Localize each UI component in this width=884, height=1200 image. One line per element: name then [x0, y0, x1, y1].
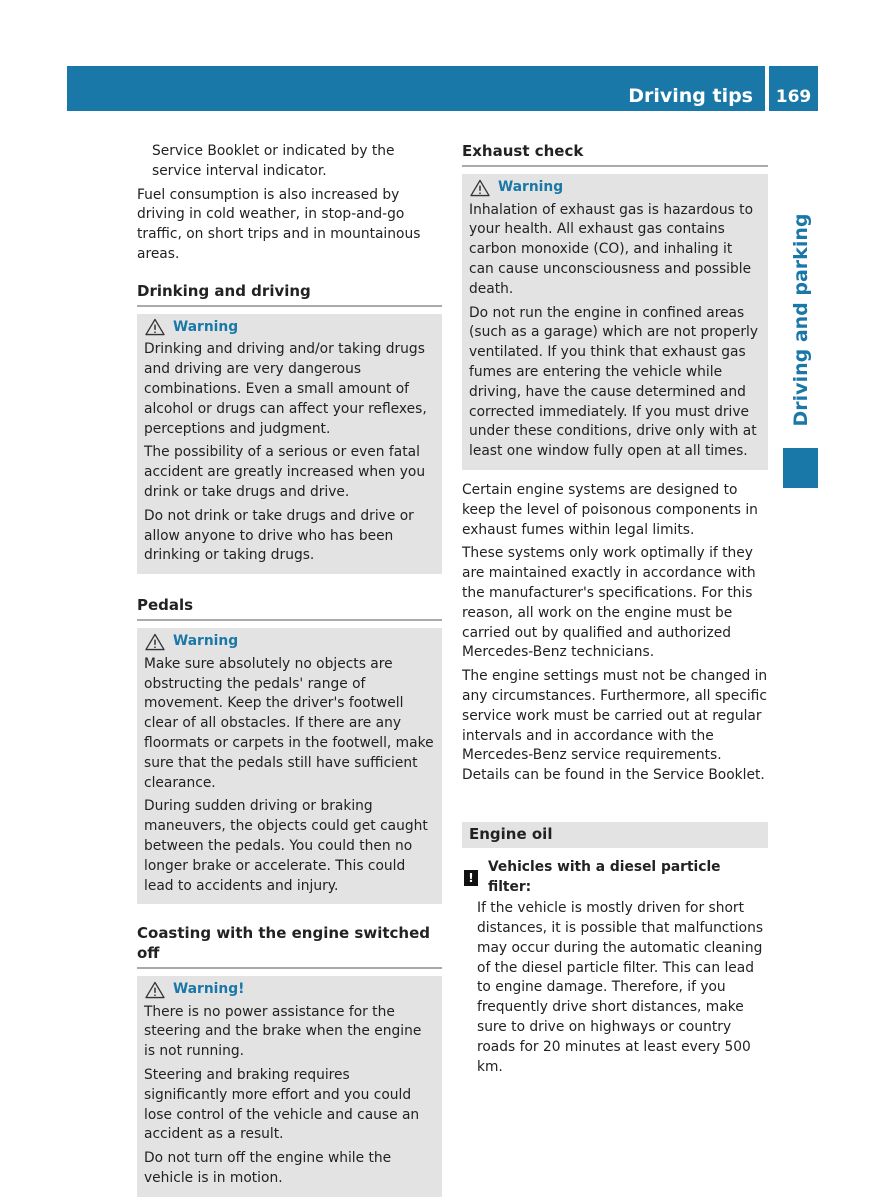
side-tab	[783, 200, 818, 440]
warning-header	[144, 632, 435, 652]
exclamation-icon: !	[464, 870, 478, 886]
section-title: Driving tips	[628, 85, 753, 107]
warning-text: The possibility of a serious or even fatal accident are greatly increased when you drink or take drugs and drive.	[144, 444, 426, 500]
warning-triangle-icon	[469, 179, 491, 197]
body-paragraph: These systems only work optimally if they are maintained exactly in accordance with the manufacturer's specifications. For this reason, all work on the engine must be carried out by qualified and authorized Mercedes-Benz technicians.	[462, 545, 756, 661]
warning-header	[144, 980, 435, 1000]
coasting-warning-box	[137, 976, 442, 1197]
warning-triangle-icon	[144, 633, 166, 651]
page-number: 169	[775, 87, 812, 107]
warning-text: Do not turn off the engine while the vehicle is in motion.	[144, 1150, 392, 1187]
warning-text: Do not run the engine in confined areas (such as a garage) which are not properly ventilated. If you think that exhaust gas fumes are entering the vehicle while driving, have the cause determined and corrected immediately. If you must drive under these conditions, drive only with at least one window fully open at all times.	[469, 304, 758, 460]
warning-text: Drinking and driving and/or taking drugs and driving are very dangerous combinations. Even a small amount of alcohol or drugs can affect your reflexes, perceptions and judgment.	[144, 341, 427, 437]
notice-text: If the vehicle is mostly driven for short distances, it is possible that malfunctions may occur during the automatic cleaning of the diesel particle filter. This can lead to engine damage. Therefore, if you frequently drive short distances, make sure to drive on highways or country roads for 20 minutes at least every 500 km.	[477, 900, 764, 1075]
warning-text: Make sure absolutely no objects are obstructing the pedals' range of movement. Keep the driver's footwell clear of all obstacles. If there are any floormats or carpets in the footwell, make sure that the pedals still have sufficient clearance.	[144, 655, 434, 791]
side-tab-label: Driving and parking	[789, 213, 812, 427]
drinking-heading: Drinking and driving	[137, 282, 442, 307]
notice-header	[462, 858, 768, 898]
page-number-box	[769, 66, 818, 111]
warning-title: Warning!	[173, 980, 245, 997]
notice-title: Vehicles with a diesel particle filter:	[487, 858, 721, 895]
left-column	[137, 142, 442, 1197]
warning-title: Warning	[173, 632, 239, 649]
side-tab-marker	[783, 448, 818, 488]
pedals-heading: Pedals	[137, 596, 442, 621]
header-bar	[67, 66, 765, 111]
warning-text: During sudden driving or braking maneuvers, the objects could get caught between the pedals. You could then no longer brake or accelerate. This could lead to accidents and injury.	[144, 798, 428, 894]
body-paragraph: Certain engine systems are designed to keep the level of poisonous components in exhaust fumes within legal limits.	[462, 481, 758, 538]
warning-triangle-icon	[144, 981, 166, 999]
exhaust-warning-box	[462, 174, 768, 470]
engine-oil-heading: Engine oil	[462, 822, 768, 848]
right-column	[462, 142, 768, 1081]
body-paragraph: The engine settings must not be changed in any circumstances. Furthermore, all specific service work must be carried out at regular intervals and in accordance with the Mercedes-Benz service requirements. Details can be found in the Service Booklet.	[462, 668, 768, 784]
warning-title: Warning	[173, 318, 239, 335]
warning-title: Warning	[498, 178, 564, 195]
fuel-paragraph: Fuel consumption is also increased by driving in cold weather, in stop-and-go traffic, on short trips and in mountainous areas.	[137, 186, 421, 262]
warning-text: Do not drink or take drugs and drive or allow anyone to drive who has been drinking or taking drugs.	[144, 507, 414, 564]
exhaust-heading: Exhaust check	[462, 142, 768, 167]
warning-text: Steering and braking requires significantly more effort and you could lose control of the vehicle and cause an accident as a result.	[144, 1067, 420, 1143]
warning-text: There is no power assistance for the steering and the brake when the engine is not running.	[144, 1003, 422, 1060]
drinking-warning-box	[137, 314, 442, 575]
pedals-warning-box	[137, 628, 442, 904]
warning-header	[469, 178, 761, 198]
coasting-heading: Coasting with the engine switched off	[137, 924, 442, 969]
warning-text: Inhalation of exhaust gas is hazardous to your health. All exhaust gas contains carbon monoxide (CO), and inhaling it can cause unconsciousness and possible death.	[469, 201, 754, 297]
intro-continuation: Service Booklet or indicated by the service interval indicator.	[152, 143, 395, 179]
warning-triangle-icon	[144, 318, 166, 336]
warning-header	[144, 318, 435, 338]
